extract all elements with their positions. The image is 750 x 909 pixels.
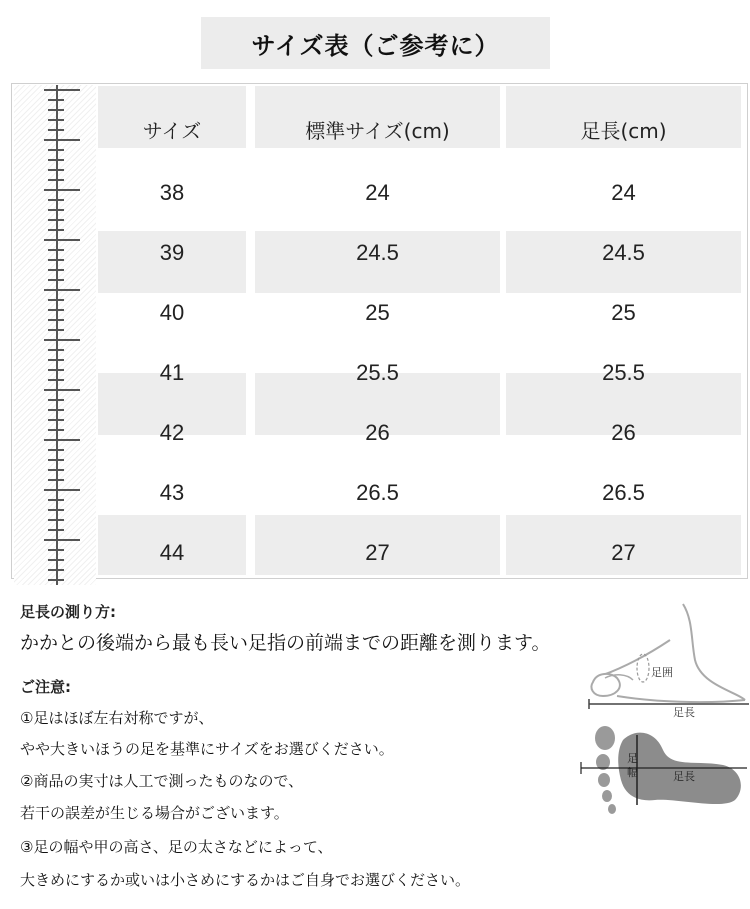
ruler-tick: [44, 489, 80, 491]
width-label: 足: [627, 752, 638, 765]
ruler-tick: [44, 239, 80, 241]
girth-ellipse: [637, 654, 649, 682]
ruler-tick: [48, 159, 64, 161]
ruler-tick: [44, 189, 80, 191]
ruler-tick: [48, 129, 64, 131]
width-label: 幅: [627, 766, 638, 779]
ruler-tick: [48, 149, 64, 151]
ruler-tick: [48, 259, 64, 261]
foot-illustration-svg: [575, 600, 750, 900]
table-cell-standard: 26.5: [356, 480, 399, 505]
note-line: 若干の誤差が生じる場合がございます。: [20, 804, 289, 822]
table-cell-foot: 24.5: [602, 240, 645, 265]
ruler-tick: [48, 199, 64, 201]
table-header-foot-length: 足長(cm): [580, 118, 667, 143]
ruler-tick: [48, 219, 64, 221]
page-title: サイズ表（ご参考に）: [201, 17, 550, 69]
table-cell-size: 42: [159, 420, 185, 445]
ruler-tick: [48, 509, 64, 511]
ruler-tick: [48, 469, 64, 471]
table-cell-size: 43: [159, 480, 185, 505]
ruler-tick: [48, 579, 64, 581]
table-header-standard-size: 標準サイズ(cm): [305, 118, 450, 143]
ruler-tick: [48, 209, 64, 211]
ruler-tick: [48, 119, 64, 121]
ruler-tick: [48, 549, 64, 551]
ruler-tick: [48, 249, 64, 251]
table-cell-standard: 25: [365, 300, 390, 325]
ruler-graphic: [14, 85, 96, 585]
ruler-tick: [48, 319, 64, 321]
table-cell-standard: 25.5: [356, 360, 399, 385]
table-cell-standard: 26: [365, 420, 390, 445]
ruler-tick: [48, 329, 64, 331]
measure-heading: 足長の測り方:: [20, 603, 116, 621]
ruler-tick: [44, 139, 80, 141]
ruler-tick: [48, 359, 64, 361]
length-label-bottom: 足長: [673, 770, 695, 783]
ruler-tick: [48, 399, 64, 401]
toe-print: [595, 726, 615, 750]
foot-side-outline: [683, 604, 745, 700]
note-line: やや大きいほうの足を基準にサイズをお選びください。: [20, 740, 394, 758]
ruler-tick: [48, 409, 64, 411]
measure-text: かかとの後端から最も長い足指の前端までの距離を測ります。: [20, 632, 551, 654]
ruler-tick: [48, 499, 64, 501]
toe-print: [608, 804, 616, 814]
toe-print: [598, 773, 610, 787]
ruler-tick: [48, 349, 64, 351]
table-cell-standard: 24.5: [356, 240, 399, 265]
table-cell-size: 39: [159, 240, 185, 265]
table-header-size: サイズ: [142, 118, 202, 143]
note-line: ①足はほぼ左右対称ですが、: [20, 709, 214, 727]
ruler-tick: [48, 99, 64, 101]
ruler-tick: [48, 479, 64, 481]
foot-measurement-illustration: [575, 600, 750, 900]
ruler-tick: [44, 539, 80, 541]
ruler-tick: [44, 89, 80, 91]
ruler-tick: [48, 519, 64, 521]
notes-heading: ご注意:: [20, 678, 71, 696]
ruler-tick: [48, 459, 64, 461]
ruler-tick: [48, 569, 64, 571]
table-cell-foot: 25.5: [602, 360, 645, 385]
ruler-tick: [44, 439, 80, 441]
ruler-tick: [48, 169, 64, 171]
ruler-tick: [48, 179, 64, 181]
length-label-top: 足長: [673, 706, 695, 719]
ruler-tick: [48, 559, 64, 561]
toe-print: [602, 790, 612, 802]
ruler-tick: [44, 389, 80, 391]
table-cell-size: 41: [159, 360, 185, 385]
table-cell-foot: 27: [611, 540, 636, 565]
table-cell-standard: 24: [365, 180, 390, 205]
table-cell-foot: 24: [611, 180, 636, 205]
table-cell-size: 38: [159, 180, 185, 205]
ruler-tick: [48, 309, 64, 311]
ruler-tick: [48, 369, 64, 371]
note-line: ③足の幅や甲の高さ、足の太さなどによって、: [20, 838, 333, 856]
girth-label: 足囲: [651, 666, 673, 679]
ruler-tick: [48, 379, 64, 381]
ruler-tick: [48, 109, 64, 111]
ruler-tick: [48, 299, 64, 301]
ruler-tick: [48, 419, 64, 421]
ruler-tick: [44, 289, 80, 291]
ruler-tick: [48, 429, 64, 431]
sole-outline: [617, 696, 745, 702]
ruler-tick: [48, 279, 64, 281]
ruler-tick: [44, 339, 80, 341]
ruler-tick: [48, 269, 64, 271]
table-cell-standard: 27: [365, 540, 390, 565]
ruler-tick: [48, 529, 64, 531]
note-line: 大きめにするか或いは小さめにするかはご自身でお選びください。: [20, 871, 471, 889]
ruler-tick: [48, 229, 64, 231]
table-cell-foot: 26.5: [602, 480, 645, 505]
table-cell-size: 44: [159, 540, 185, 565]
table-cell-size: 40: [159, 300, 185, 325]
note-line: ②商品の実寸は人工で測ったものなので、: [20, 772, 304, 790]
table-cell-foot: 26: [611, 420, 636, 445]
ruler-tick: [48, 449, 64, 451]
table-cell-foot: 25: [611, 300, 636, 325]
